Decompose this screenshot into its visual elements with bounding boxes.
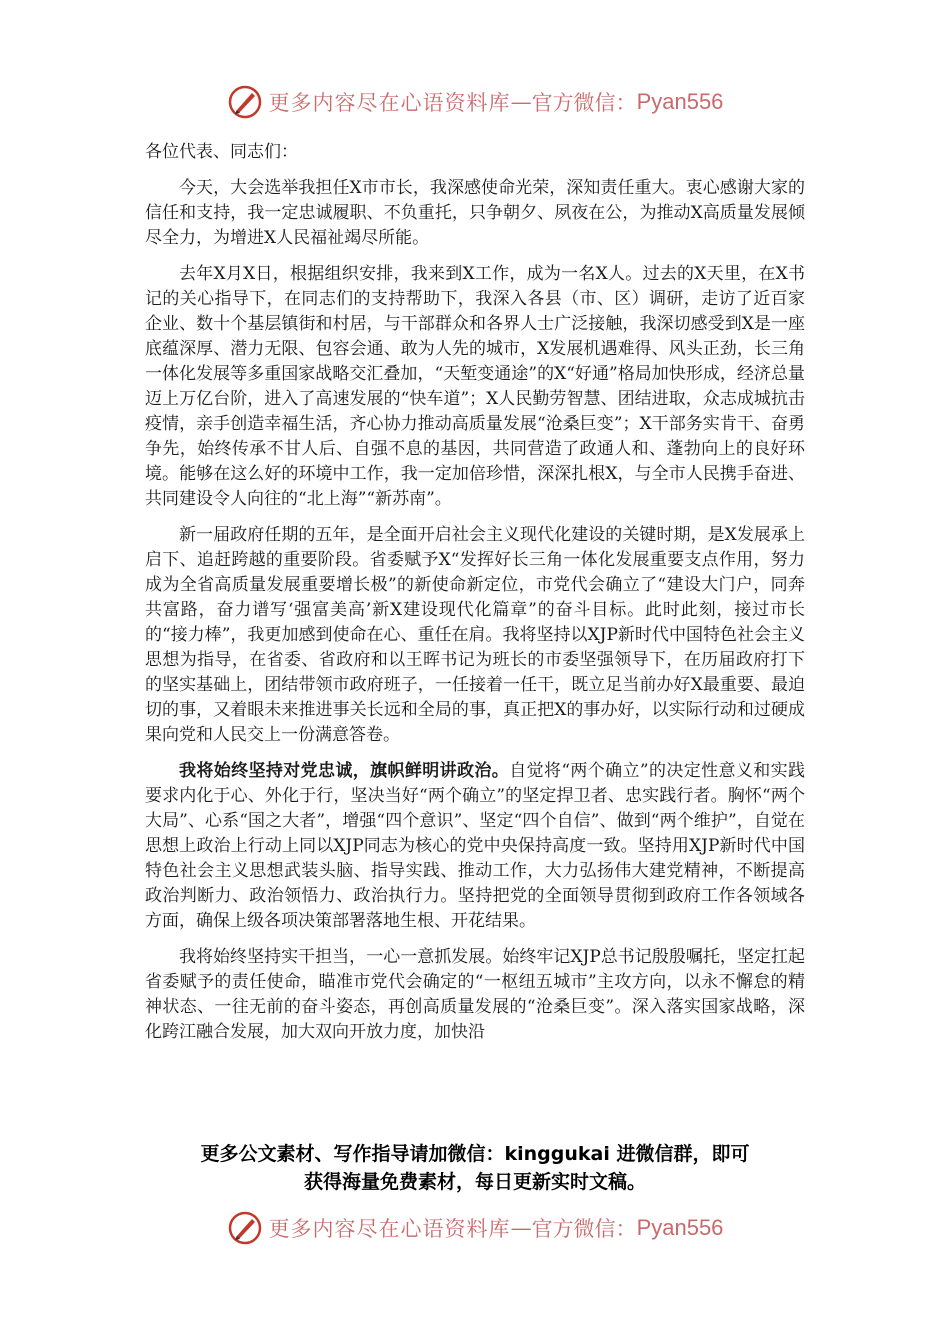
pen-logo-icon	[227, 84, 263, 120]
salutation: 各位代表、同志们：	[145, 142, 298, 162]
footer-cta	[0, 1140, 950, 1196]
banner-contact-label: 官方微信：	[531, 1217, 637, 1241]
paragraph-text: 去年X月X日，根据组织安排，我来到X工作，成为一名X人。过去的X天里，在X书记的关心指导下，在同志们的支持帮助下，我深入各县（市、区）调研，走访了近百家企业、数十个基层镇街和村居，与干部群众和各界人士广泛接触，我深切感受到X是一座底蕴深厚、潜力无限、包容会通、敢为人先的城市，X发展机遇难得、风头正劲，长三角一体化发展等多重国家战略交汇叠加，“天堑变通途”的X“好通”格局加快形成，经济总量迈上万亿台阶，进入了高速发展的“快车道”；X人民勤劳智慧、团结进取，众志成城抗击疫情，亲手创造幸福生活，齐心协力推动高质量发展“沧桑巨变”；X干部务实肯干、奋勇争先，始终传承不甘人后、自强不息的基因，共同营造了政通人和、蓬勃向上的良好环境。能够在这么好的环境中工作，我一定加倍珍惜，深深扎根X，与全市人民携手奋进、共同建设令人向往的“北上海”“新苏南”。	[145, 264, 805, 509]
banner-wechat-id: Pyan556	[636, 89, 724, 114]
paragraph-text: 我将始终坚持实干担当，一心一意抓发展。始终牢记XJP总书记殷殷嘱托，坚定扛起省委赋予的责任使命，瞄准市党代会确定的“一枢纽五城市”主攻方向，以永不懈怠的精神状态、一往无前的奋斗姿态，再创高质量发展的“沧桑巨变”。深入落实国家战略，深化跨江融合发展，加大双向开放力度，加快沿	[145, 947, 805, 1042]
paragraph-4	[145, 759, 805, 934]
paragraph-lead-bold: 我将始终坚持对党忠诚，旗帜鲜明讲政治。	[179, 761, 510, 781]
footer-banner	[0, 1208, 950, 1248]
paragraph-3	[145, 523, 805, 748]
document-body	[145, 140, 805, 1056]
paragraph-text: 自觉将“两个确立”的决定性意义和实践要求内化于心、外化于行，坚决当好“两个确立”的坚定捍卫者、忠实践行者。胸怀“两个大局”、心系“国之大者”，增强“四个意识”、坚定“四个自信”、做到“两个维护”，自觉在思想上政治上行动上同以XJP同志为核心的党中央保持高度一致。坚持用XJP新时代中国特色社会主义思想武装头脑、指导实践、推动工作，大力弘扬伟大建党精神，不断提高政治判断力、政治领悟力、政治执行力。坚持把党的全面领导贯彻到政府工作各领域各方面，确保上级各项决策部署落地生根、开花结果。	[145, 761, 805, 931]
banner-separator: —	[510, 1216, 532, 1240]
paragraph-5	[145, 945, 805, 1045]
paragraph-text: 新一届政府任期的五年，是全面开启社会主义现代化建设的关键时期，是X发展承上启下、追赶跨越的重要阶段。省委赋予X“发挥好长三角一体化发展重要支点作用，努力成为全省高质量发展重要增长极”的新使命新定位，市党代会确立了“建设大门户，同奔共富路，奋力谱写‘强富美高’新X建设现代化篇章”的奋斗目标。此时此刻，接过市长的“接力棒”，我更加感到使命在心、重任在肩。我将坚持以XJP新时代中国特色社会主义思想为指导，在省委、省政府和以王晖书记为班长的市委坚强领导下，在历届政府打下的坚实基础上，团结带领市政府班子，一任接着一任干，既立足当前办好X最重要、最迫切的事，又着眼未来推进事关长远和全局的事，真正把X的事办好，以实际行动和过硬成果向党和人民交上一份满意答卷。	[145, 525, 805, 745]
banner-separator: —	[510, 90, 532, 114]
paragraph-1	[145, 176, 805, 251]
cta-line-2: 获得海量免费素材，每日更新实时文稿。	[303, 1171, 646, 1193]
banner-title: 更多内容尽在心语资料库	[268, 1217, 511, 1241]
header-banner	[0, 82, 950, 122]
banner-contact-label: 官方微信：	[531, 91, 637, 115]
pen-logo-icon	[227, 1210, 263, 1246]
cta-line-1: 更多公文素材、写作指导请加微信：kinggukai 进微信群，即可	[200, 1143, 750, 1165]
banner-wechat-id: Pyan556	[636, 1215, 724, 1240]
paragraph-2	[145, 262, 805, 512]
paragraph-text: 今天，大会选举我担任X市市长，我深感使命光荣，深知责任重大。衷心感谢大家的信任和支持，我一定忠诚履职、不负重托，只争朝夕、夙夜在公，为推动X高质量发展倾尽全力，为增进X人民福祉竭尽所能。	[145, 178, 805, 248]
banner-title: 更多内容尽在心语资料库	[268, 91, 511, 115]
